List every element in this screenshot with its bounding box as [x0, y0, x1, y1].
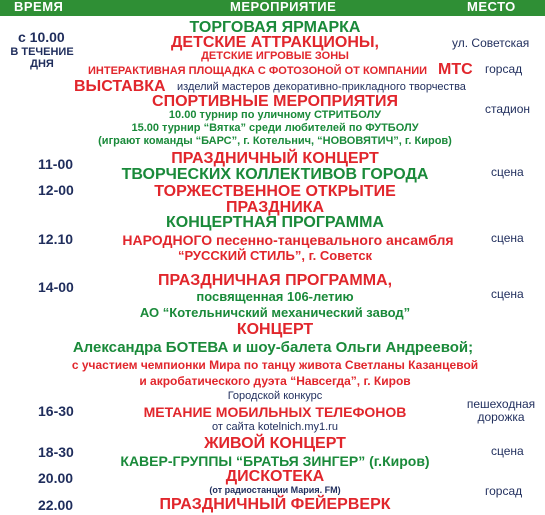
event-line: от сайта kotelnich.my1.ru [212, 421, 338, 433]
event-title: СПОРТИВНЫЕ МЕРОПРИЯТИЯ [152, 93, 398, 110]
event-line: ТВОРЧЕСКИХ КОЛЛЕКТИВОВ ГОРОДА [121, 166, 429, 183]
event-line: МТС [438, 61, 473, 78]
event-line: (играют команды “БАРС”, г. Котельнич, “НОВОВЯТИЧ”, г. Киров) [98, 135, 452, 147]
event-title: МЕТАНИЕ МОБИЛЬНЫХ ТЕЛЕФОНОВ [143, 404, 407, 420]
place-cell: сцена [491, 444, 524, 458]
time-cell: 18-30 [38, 444, 74, 460]
time-cell: 16-30 [38, 403, 74, 419]
event-title: ДИСКОТЕКА [225, 468, 325, 485]
place-cell: сцена [491, 287, 524, 301]
time-cell: 11-00 [38, 156, 74, 172]
time-cell: 14-00 [38, 279, 74, 295]
place-cell: пешеходная дорожка [466, 397, 536, 424]
event-title: ПРАЗДНИЧНАЯ ПРОГРАММА, [157, 272, 393, 289]
place-cell: горсад [485, 484, 523, 498]
event-title: КОНЦЕРТ [236, 321, 314, 338]
event-line: НАРОДНОГО песенно-танцевального ансамбля [122, 232, 454, 248]
event-line: КАВЕР-ГРУППЫ “БРАТЬЯ ЗИНГЕР” (г.Киров) [120, 453, 430, 469]
header-event: МЕРОПРИЯТИЕ [230, 0, 337, 14]
header-time: ВРЕМЯ [14, 0, 64, 14]
event-line: и акробатического дуэта “Навсегда”, г. Киров [139, 374, 411, 388]
event-title: ТОРЖЕСТВЕННОЕ ОТКРЫТИЕ [154, 183, 396, 200]
time-cell: 12-00 [38, 182, 74, 198]
place-cell: горсад [485, 62, 523, 76]
time-cell: 12.10 [38, 231, 74, 247]
place-cell: ул. Советская [452, 36, 530, 50]
place-cell: сцена [491, 231, 524, 245]
header-place: МЕСТО [467, 0, 516, 14]
event-title: ЖИВОЙ КОНЦЕРТ [204, 435, 346, 452]
place-cell: сцена [491, 165, 524, 179]
event-title: КОНЦЕРТНАЯ ПРОГРАММА [166, 214, 384, 231]
event-title: ВЫСТАВКА [74, 78, 166, 95]
header-bar [0, 0, 545, 16]
event-line: АО “Котельничский механический завод” [139, 305, 411, 320]
event-line: посвященная 106-летию [196, 289, 354, 304]
event-line: изделий мастеров декоративно-прикладного творчества [177, 81, 466, 93]
event-title: ПРАЗДНИЧНЫЙ ФЕЙЕРВЕРК [159, 496, 391, 513]
event-line: Александра БОТЕВА и шоу-балета Ольги Андреевой; [72, 339, 474, 356]
event-line: с участием чемпионки Мира по танцу живота Светланы Казанцевой [71, 358, 479, 372]
time-cell: 20.00 [38, 470, 74, 486]
time-note: В ТЕЧЕНИЕ ДНЯ [10, 46, 74, 70]
event-line: ПРАЗДНИКА [225, 199, 325, 216]
event-line: ДЕТСКИЕ ИГРОВЫЕ ЗОНЫ [201, 50, 349, 62]
event-line: ИНТЕРАКТИВНАЯ ПЛОЩАДКА С ФОТОЗОНОЙ ОТ КОМПАНИИ [88, 65, 428, 77]
event-line: 15.00 турнир “Вятка” среди любителей по ФУТБОЛУ [131, 122, 419, 134]
event-line: Городской конкурс [227, 390, 323, 402]
place-cell: стадион [485, 102, 531, 116]
time-cell: 22.00 [38, 497, 74, 513]
event-line: ДЕТСКИЕ АТТРАКЦИОНЫ, [171, 34, 379, 51]
event-title: ПРАЗДНИЧНЫЙ КОНЦЕРТ [171, 150, 379, 167]
event-line: 10.00 турнир по уличному СТРИТБОЛУ [168, 109, 382, 121]
event-line: (от радиостанции Мария. FM) [209, 485, 341, 495]
time-cell: с 10.00 [18, 29, 65, 45]
event-title: ТОРГОВАЯ ЯРМАРКА [189, 19, 361, 36]
event-line: “РУССКИЙ СТИЛЬ”, г. Советск [177, 248, 373, 263]
